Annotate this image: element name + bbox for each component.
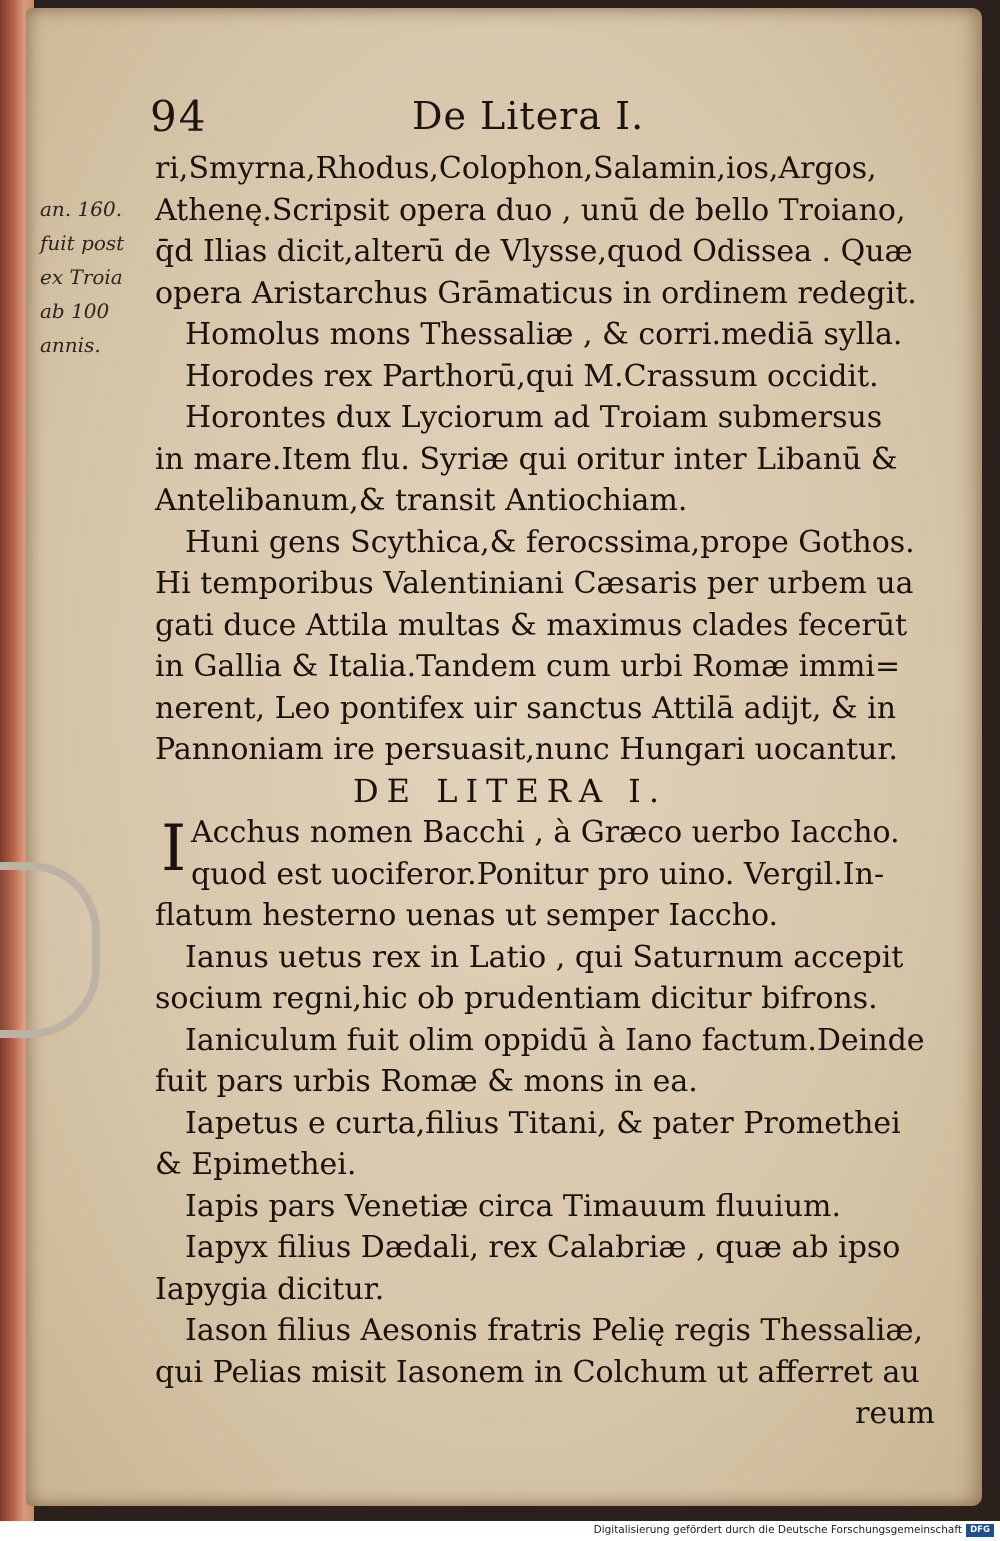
text-line: Ianus uetus rex in Latio , qui Saturnum accepit: [185, 939, 904, 975]
funding-credit: Digitalisierung gefördert durch die Deutsche Forschungsgemeinschaft: [593, 1524, 962, 1536]
text-line: flatum hesterno uenas ut semper Iaccho.: [155, 898, 779, 933]
text-line: Antelibanum,& transit Antiochiam.: [155, 483, 688, 518]
text-line: Horodes rex Parthorū,qui M.Crassum occidit.: [185, 358, 879, 394]
text-line: Iapetus e curta,filius Titani, & pater Promethei: [185, 1105, 901, 1141]
margin-note-line: ab 100: [40, 299, 110, 323]
dfg-logo: DFG: [966, 1524, 994, 1537]
text-line: Iapyx filius Dædali, rex Calabriæ , quæ ab ipso: [185, 1230, 901, 1265]
margin-note-line: fuit post: [40, 231, 125, 255]
handwritten-margin-note: [40, 192, 160, 362]
text-line: Huni gens Scythica,& ferocssima,prope Gothos.: [185, 524, 915, 560]
text-line: & Epimethei.: [155, 1147, 357, 1182]
dropcap-initial: I: [161, 812, 187, 886]
text-line: Iapygia dicitur.: [155, 1271, 385, 1307]
running-title: De Litera I.: [412, 94, 645, 138]
text-line: Iason filius Aesonis fratris Pelię regis Thessaliæ,: [185, 1313, 924, 1348]
body-text: [155, 148, 955, 1435]
text-line: fuit pars urbis Romæ & mons in ea.: [155, 1064, 698, 1099]
text-line: Acchus nomen Bacchi , à Græco uerbo Iaccho.: [191, 815, 900, 850]
section-heading: DE LITERA I.: [353, 771, 667, 810]
text-line: ri,Smyrna,Rhodus,Colophon,Salamin,ios,Argos,: [155, 151, 877, 186]
margin-note-line: ex Troia: [40, 265, 123, 289]
page-number: 94: [150, 92, 208, 141]
text-line: Pannoniam ire persuasit,nunc Hungari uocantur.: [155, 732, 898, 767]
footer-bar: [0, 1521, 1000, 1541]
text-line: quod est uociferor.Ponitur pro uino. Vergil.In-: [191, 856, 885, 892]
text-line: nerent, Leo pontifex uir sanctus Attilā adijt, & in: [155, 690, 897, 726]
text-line: in Gallia & Italia.Tandem cum urbi Romæ immi=: [155, 649, 901, 684]
text-line: Hi temporibus Valentiniani Cæsaris per urbem ua: [155, 566, 914, 601]
text-line: Athenę.Scripsit opera duo , unū de bello Troiano,: [155, 192, 906, 228]
page-header: [150, 92, 710, 144]
text-line: opera Aristarchus Grāmaticus in ordinem redegit.: [155, 275, 917, 311]
text-line: Iapis pars Venetiæ circa Timauum fluuium.: [185, 1188, 842, 1224]
text-line: Ianiculum fuit olim oppidū à Iano factum.Deinde: [185, 1022, 925, 1058]
text-line: qui Pelias misit Iasonem in Colchum ut afferret au: [155, 1354, 920, 1390]
text-line: q̄d Ilias dicit,alterū de Vlysse,quod Odissea . Quæ: [155, 234, 913, 269]
text-line: gati duce Attila multas & maximus clades fecerūt: [155, 607, 908, 643]
catchword: reum: [855, 1396, 935, 1431]
text-line: in mare.Item flu. Syriæ qui oritur inter Libanū &: [155, 441, 898, 477]
margin-note-line: an. 160.: [40, 197, 123, 221]
text-line: socium regni,hic ob prudentiam dicitur bifrons.: [155, 981, 878, 1016]
text-line: Horontes dux Lyciorum ad Troiam submersus: [185, 400, 883, 435]
margin-note-line: annis.: [40, 333, 101, 357]
text-line: Homolus mons Thessaliæ , & corri.mediā sylla.: [185, 317, 903, 352]
